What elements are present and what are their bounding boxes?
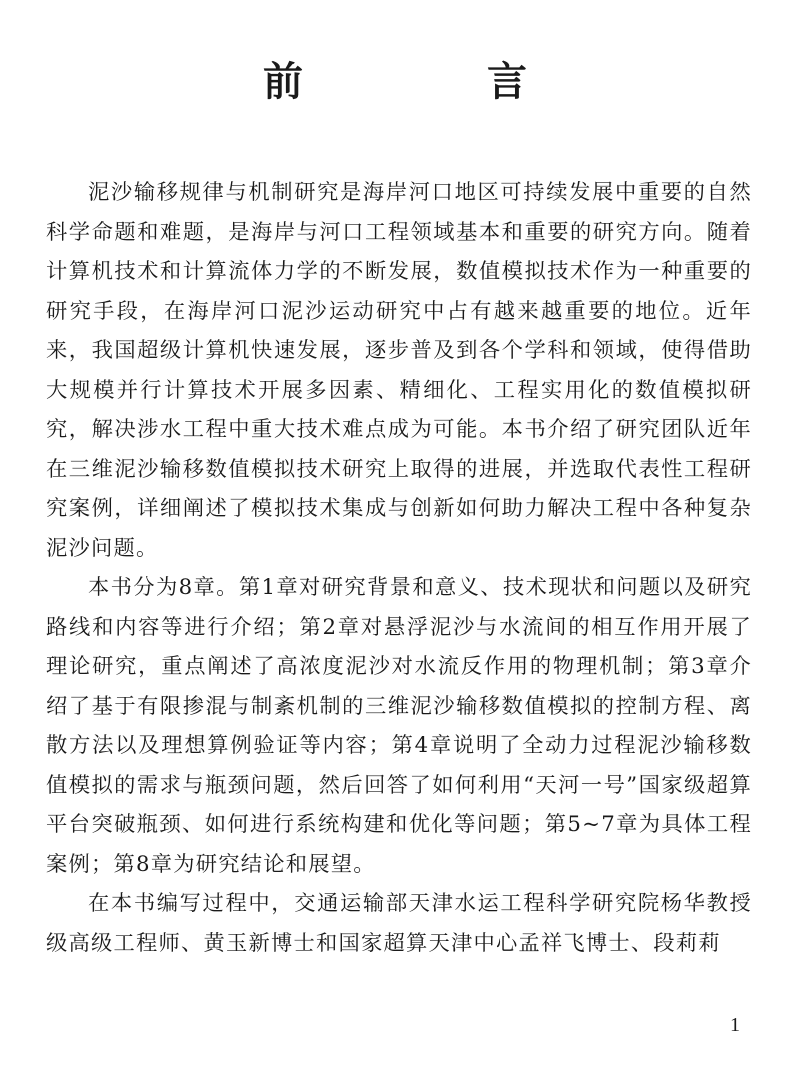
paragraph-3: 在本书编写过程中，交通运输部天津水运工程科学研究院杨华教授级高级工程师、黄玉新博士和国家超算天津中心孟祥飞博士、段莉莉 bbox=[46, 891, 752, 956]
page-number: 1 bbox=[730, 1014, 740, 1036]
body-text bbox=[46, 173, 752, 963]
page-title: 前 言 bbox=[263, 58, 599, 105]
paragraph-2: 本书分为8章。第1章对研究背景和意义、技术现状和问题以及研究路线和内容等进行介绍；第2章对悬浮泥沙与水流间的相互作用开展了理论研究，重点阐述了高浓度泥沙对水流反作用的物理机制；第3章介绍了基于有限掺混与制紊机制的三维泥沙输移数值模拟的控制方程、离散方法以及理想算例验证等内容；第4章说明了全动力过程泥沙输移数值模拟的需求与瓶颈问题，然后回答了如何利用“天河一号”国家级超算平台突破瓶颈、如何进行系统构建和优化等问题；第5~7章为具体工程案例；第8章为研究结论和展望。 bbox=[46, 575, 752, 877]
paragraph-1: 泥沙输移规律与机制研究是海岸河口地区可持续发展中重要的自然科学命题和难题，是海岸与河口工程领域基本和重要的研究方向。随着计算机技术和计算流体力学的不断发展，数值模拟技术作为一种重要的研究手段，在海岸河口泥沙运动研究中占有越来越重要的地位。近年来，我国超级计算机快速发展，逐步普及到各个学科和领域，使得借助大规模并行计算技术开展多因素、精细化、工程实用化的数值模拟研究，解决涉水工程中重大技术难点成为可能。本书介绍了研究团队近年在三维泥沙输移数值模拟技术研究上取得的进展，并选取代表性工程研究案例，详细阐述了模拟技术集成与创新如何助力解决工程中各种复杂泥沙问题。 bbox=[46, 180, 752, 561]
